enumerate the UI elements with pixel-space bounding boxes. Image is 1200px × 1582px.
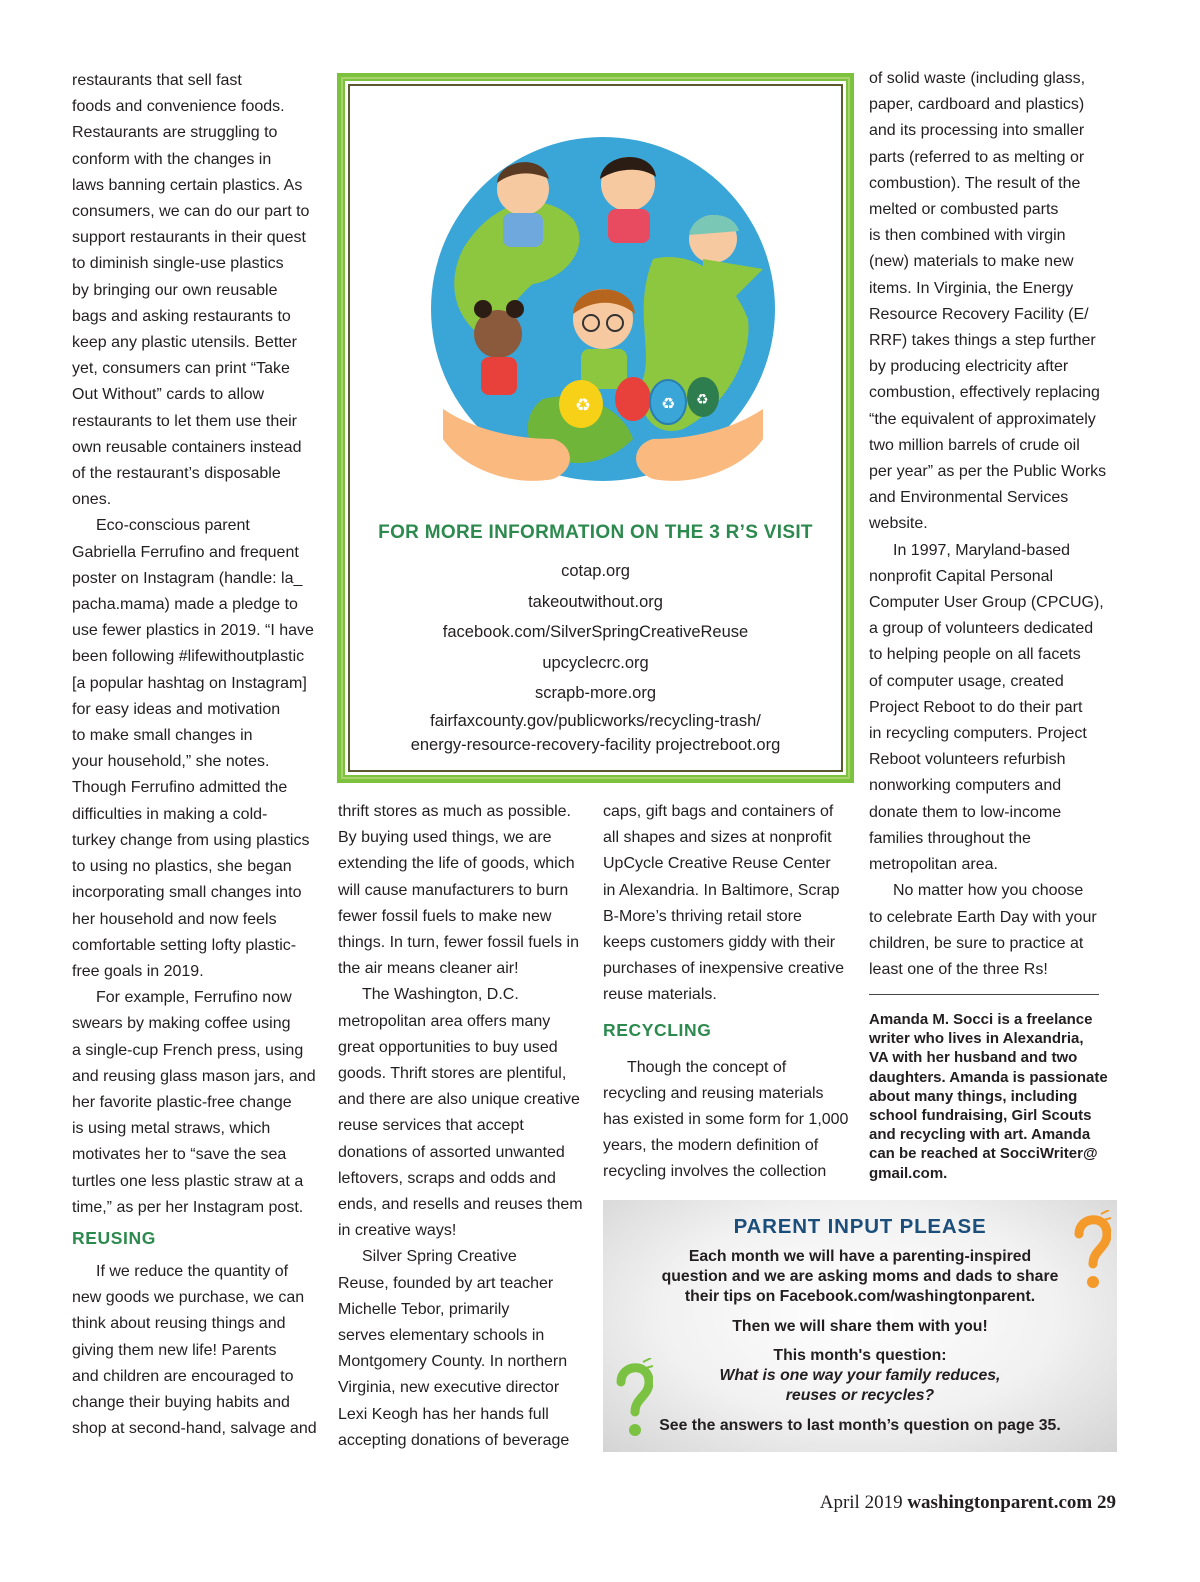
issue-date: April 2019 bbox=[819, 1492, 903, 1513]
kid-body bbox=[481, 357, 517, 395]
kid-glasses bbox=[583, 315, 599, 331]
author-bio bbox=[869, 1010, 1119, 1183]
text-line: think about reusing things and bbox=[72, 1315, 286, 1333]
text-line: No matter how you choose bbox=[893, 882, 1084, 900]
text-line: serves elementary schools in bbox=[338, 1327, 545, 1345]
kid-glasses bbox=[607, 315, 623, 331]
kid-hair-bun bbox=[506, 300, 524, 318]
text-line: has existed in some form for 1,000 bbox=[603, 1111, 849, 1129]
text-line: been following #lifewithoutplastic bbox=[72, 648, 305, 666]
info-link-facebook[interactable]: facebook.com/SilverSpringCreativeReuse bbox=[442, 623, 749, 641]
text-line: motivates her to “save the sea bbox=[72, 1146, 287, 1164]
text-line: Lexi Keogh has her hands full bbox=[338, 1405, 549, 1423]
info-link-projectreboot[interactable]: energy-resource-recovery-facility projectreboot.org bbox=[410, 735, 781, 754]
text-line: nonworking computers and bbox=[869, 777, 1062, 795]
text-line: of the restaurant’s disposable bbox=[72, 465, 281, 483]
bio-line: VA with her husband and two bbox=[869, 1049, 1078, 1067]
text-line: donations of assorted unwanted bbox=[338, 1143, 565, 1161]
kid-hair-bun bbox=[474, 300, 492, 318]
text-line: to diminish single-use plastics bbox=[72, 255, 284, 273]
text-line: Though Ferrufino admitted the bbox=[72, 779, 288, 797]
kid-hair bbox=[573, 289, 635, 314]
text-line: paper, cardboard and plastics) bbox=[869, 96, 1085, 114]
text-line: and children are encouraged to bbox=[72, 1367, 294, 1385]
text-line: by producing electricity after bbox=[869, 358, 1069, 376]
text-line: her favorite plastic-free change bbox=[72, 1093, 292, 1111]
question-label: This month's question: bbox=[773, 1347, 947, 1364]
text-line: and reusing glass mason jars, and bbox=[72, 1067, 316, 1085]
info-link-fairfaxcounty[interactable]: fairfaxcounty.gov/publicworks/recycling-trash/ bbox=[430, 711, 761, 730]
text-line: (new) materials to make new bbox=[869, 253, 1074, 271]
page-number: 29 bbox=[1097, 1492, 1116, 1513]
continent bbox=[454, 202, 579, 330]
kid-head bbox=[689, 215, 737, 263]
bio-line: daughters. Amanda is passionate bbox=[869, 1068, 1108, 1086]
info-link-upcyclecrc[interactable]: upcyclecrc.org bbox=[542, 653, 649, 672]
kid-body bbox=[608, 209, 650, 243]
text-line: Restaurants are struggling to bbox=[72, 124, 278, 142]
question-text: What is one way your family reduces, bbox=[719, 1367, 1001, 1384]
parent-intro-line: Each month we will have a parenting-inspired bbox=[688, 1248, 1032, 1265]
text-line: Silver Spring Creative bbox=[362, 1248, 517, 1266]
text-line: a single-cup French press, using bbox=[72, 1041, 304, 1059]
bio-line: can be reached at SocciWriter@ bbox=[869, 1145, 1098, 1163]
bio-divider bbox=[869, 994, 1099, 995]
text-line: per year” as per the Public Works bbox=[869, 463, 1107, 481]
text-line: Resource Recovery Facility (E/ bbox=[869, 305, 1089, 323]
text-line: Eco-conscious parent bbox=[96, 517, 250, 535]
recycle-bag bbox=[687, 377, 719, 417]
text-line: Gabriella Ferrufino and frequent bbox=[72, 543, 299, 561]
recycle-bag bbox=[559, 380, 603, 428]
text-line: all shapes and sizes at nonprofit bbox=[603, 829, 832, 847]
text-line: support restaurants in their quest bbox=[72, 229, 306, 247]
text-line: to using no plastics, she began bbox=[72, 858, 292, 876]
text-line: For example, Ferrufino now bbox=[96, 989, 292, 1007]
text-line: things. In turn, fewer fossil fuels in bbox=[338, 934, 579, 952]
text-line: consumers, we can do our part to bbox=[72, 203, 310, 221]
kid-hair bbox=[600, 157, 656, 179]
text-line: a group of volunteers dedicated bbox=[869, 620, 1094, 638]
kid-hair bbox=[497, 162, 549, 183]
kid-head bbox=[497, 163, 549, 215]
recycle-symbol: ♻ bbox=[575, 395, 592, 416]
text-line: to make small changes in bbox=[72, 727, 253, 745]
left-hand bbox=[443, 409, 570, 481]
text-line: Project Reboot to do their part bbox=[869, 698, 1083, 716]
text-line: Montgomery County. In northern bbox=[338, 1353, 568, 1371]
text-line: donate them to low-income bbox=[869, 803, 1062, 821]
text-line: turtles one less plastic straw at a bbox=[72, 1172, 304, 1190]
globe bbox=[431, 137, 775, 481]
col1-text-b bbox=[72, 1259, 332, 1442]
article-column-1 bbox=[72, 68, 332, 1442]
text-line: melted or combusted parts bbox=[869, 201, 1059, 219]
text-line: great opportunities to buy used bbox=[338, 1038, 558, 1056]
bio-line: gmail.com. bbox=[869, 1164, 948, 1182]
text-line: to celebrate Earth Day with your bbox=[869, 908, 1097, 926]
text-line: of solid waste (including glass, bbox=[869, 70, 1086, 87]
text-line: comfortable setting lofty plastic- bbox=[72, 936, 297, 954]
parent-input-title: PARENT INPUT PLEASE bbox=[733, 1215, 987, 1238]
text-line: caps, gift bags and containers of bbox=[603, 803, 834, 820]
text-line: [a popular hashtag on Instagram] bbox=[72, 674, 307, 692]
recycle-bag bbox=[615, 377, 651, 421]
earth-kids-illustration bbox=[403, 109, 803, 489]
text-line: reuse services that accept bbox=[338, 1117, 524, 1135]
text-line: of computer usage, created bbox=[869, 672, 1064, 690]
text-line: for easy ideas and motivation bbox=[72, 700, 281, 718]
site-name[interactable]: washingtonparent.com bbox=[907, 1492, 1093, 1513]
info-link-takeoutwithout[interactable]: takeoutwithout.org bbox=[528, 592, 663, 611]
text-line: recycling involves the collection bbox=[603, 1163, 827, 1181]
kid-body bbox=[503, 213, 543, 247]
text-line: By buying used things, we are bbox=[338, 829, 552, 847]
bio-line: writer who lives in Alexandria, bbox=[869, 1030, 1084, 1048]
text-line: use fewer plastics in 2019. “I have bbox=[72, 622, 314, 640]
text-line: time,” as per her Instagram post. bbox=[72, 1198, 304, 1216]
text-line: Virginia, new executive director bbox=[338, 1379, 560, 1397]
text-line: and its processing into smaller bbox=[869, 122, 1085, 140]
info-links bbox=[345, 556, 846, 757]
text-line: own reusable containers instead bbox=[72, 438, 302, 456]
info-link-cotap[interactable]: cotap.org bbox=[561, 562, 630, 580]
kid-cape bbox=[703, 259, 763, 299]
text-line: least one of the three Rs! bbox=[869, 960, 1048, 978]
kid-body bbox=[581, 349, 627, 389]
text-line: conform with the changes in bbox=[72, 150, 272, 168]
text-line: giving them new life! Parents bbox=[72, 1341, 277, 1359]
page-footer bbox=[820, 1492, 1116, 1514]
text-line: Though the concept of bbox=[627, 1058, 787, 1076]
text-line: leftovers, scraps and odds and bbox=[338, 1169, 556, 1187]
text-line: by bringing our own reusable bbox=[72, 281, 278, 299]
text-line: new goods we purchase, we can bbox=[72, 1289, 305, 1307]
text-line: fewer fossil fuels to make new bbox=[338, 907, 552, 925]
parent-intro-line: their tips on Facebook.com/washingtonparent. bbox=[684, 1288, 1036, 1305]
text-line: combustion). The result of the bbox=[869, 174, 1081, 192]
text-line: If we reduce the quantity of bbox=[96, 1262, 289, 1280]
text-line: families throughout the bbox=[869, 829, 1031, 847]
text-line: goods. Thrift stores are plentiful, bbox=[338, 1065, 567, 1083]
text-line: accepting donations of beverage bbox=[338, 1431, 570, 1449]
info-link-scrapb-more[interactable]: scrapb-more.org bbox=[534, 684, 657, 702]
info-heading: FOR MORE INFORMATION ON THE 3 R’S VISIT bbox=[378, 522, 813, 543]
section-heading-recycling: RECYCLING bbox=[603, 1019, 712, 1040]
text-line: combustion, effectively replacing bbox=[869, 384, 1100, 402]
text-line: change their buying habits and bbox=[72, 1393, 290, 1411]
text-line: extending the life of goods, which bbox=[338, 855, 575, 873]
continent bbox=[640, 257, 748, 431]
text-line: free goals in 2019. bbox=[72, 962, 204, 980]
text-line: Reuse, founded by art teacher bbox=[338, 1274, 554, 1292]
text-line: thrift stores as much as possible. bbox=[338, 803, 571, 820]
text-line: the air means cleaner air! bbox=[338, 960, 519, 978]
text-line: purchases of inexpensive creative bbox=[603, 960, 845, 978]
text-line: pacha.mama) made a pledge to bbox=[72, 596, 298, 614]
answers-note: See the answers to last month’s question on page 35. bbox=[659, 1417, 1061, 1434]
text-line: laws banning certain plastics. As bbox=[72, 176, 303, 194]
text-line: in Alexandria. In Baltimore, Scrap bbox=[603, 881, 840, 899]
text-line: bags and asking restaurants to bbox=[72, 307, 291, 325]
text-line: nonprofit Capital Personal bbox=[869, 567, 1054, 585]
text-line: Computer User Group (CPCUG), bbox=[869, 594, 1104, 612]
text-line: “the equivalent of approximately bbox=[869, 410, 1096, 428]
text-line: incorporating small changes into bbox=[72, 884, 302, 902]
text-line: children, be sure to practice at bbox=[869, 934, 1084, 952]
text-line: your household,” she notes. bbox=[72, 753, 270, 771]
parent-intro-line: question and we are asking moms and dads to share bbox=[661, 1268, 1059, 1285]
text-line: years, the modern definition of bbox=[603, 1137, 819, 1155]
text-line: metropolitan area. bbox=[869, 856, 998, 874]
recycle-symbol: ♻ bbox=[696, 392, 709, 408]
article-column-4 bbox=[869, 66, 1119, 983]
text-line: Michelle Tebor, primarily bbox=[338, 1300, 510, 1318]
kid-head bbox=[573, 289, 633, 349]
text-line: restaurants that sell fast bbox=[72, 72, 242, 89]
text-line: keeps customers giddy with their bbox=[603, 934, 836, 952]
kid-hat bbox=[689, 215, 739, 235]
text-line: recycling and reusing materials bbox=[603, 1084, 824, 1102]
text-line: items. In Virginia, the Energy bbox=[869, 279, 1074, 297]
text-line: turkey change from using plastics bbox=[72, 831, 310, 849]
continent bbox=[528, 396, 633, 463]
text-line: B-More’s thriving retail store bbox=[603, 907, 802, 925]
text-line: poster on Instagram (handle: la_ bbox=[72, 569, 303, 587]
text-line: website. bbox=[869, 515, 928, 533]
text-line: ends, and resells and reuses them bbox=[338, 1196, 583, 1214]
question-text: reuses or recycles? bbox=[785, 1387, 935, 1404]
parent-input-box bbox=[603, 1200, 1117, 1452]
col1-text-a bbox=[72, 68, 332, 1221]
text-line: The Washington, D.C. bbox=[362, 986, 519, 1004]
question-mark-orange-icon bbox=[1071, 1210, 1111, 1292]
text-line: UpCycle Creative Reuse Center bbox=[603, 855, 831, 873]
text-line: will cause manufacturers to burn bbox=[338, 881, 569, 899]
recycle-bag bbox=[650, 380, 686, 424]
text-line: yet, consumers can print “Take bbox=[72, 360, 290, 378]
text-line: in creative ways! bbox=[338, 1222, 457, 1240]
text-line: difficulties in making a cold- bbox=[72, 805, 268, 823]
text-line: and there are also unique creative bbox=[338, 1091, 580, 1109]
text-line: reuse materials. bbox=[603, 986, 717, 1004]
text-line: metropolitan area offers many bbox=[338, 1012, 551, 1030]
text-line: two million barrels of crude oil bbox=[869, 436, 1080, 454]
bio-line: Amanda M. Socci is a freelance bbox=[869, 1011, 1093, 1028]
text-line: parts (referred to as melting or bbox=[869, 148, 1085, 166]
section-heading-reusing: REUSING bbox=[72, 1227, 156, 1248]
text-line: shop at second-hand, salvage and bbox=[72, 1420, 317, 1438]
text-line: and Environmental Services bbox=[869, 489, 1069, 507]
article-column-2 bbox=[338, 799, 596, 1454]
text-line: Reboot volunteers refurbish bbox=[869, 751, 1066, 769]
text-line: RRF) takes things a step further bbox=[869, 332, 1096, 350]
bio-line: and recycling with art. Amanda bbox=[869, 1126, 1091, 1144]
text-line: her household and now feels bbox=[72, 910, 277, 928]
text-line: is using metal straws, which bbox=[72, 1120, 271, 1138]
info-box bbox=[337, 73, 854, 783]
right-hand bbox=[636, 409, 763, 481]
text-line: in recycling computers. Project bbox=[869, 725, 1087, 743]
bio-line: school fundraising, Girl Scouts bbox=[869, 1107, 1092, 1125]
text-line: to helping people on all facets bbox=[869, 646, 1081, 664]
text-line: foods and convenience foods. bbox=[72, 98, 285, 116]
text-line: Out Without” cards to allow bbox=[72, 386, 265, 404]
article-column-3 bbox=[603, 799, 858, 1186]
recycle-symbol: ♻ bbox=[661, 394, 676, 413]
kid-head bbox=[601, 157, 655, 211]
text-line: restaurants to let them use their bbox=[72, 412, 297, 430]
text-line: keep any plastic utensils. Better bbox=[72, 334, 298, 352]
text-line: ones. bbox=[72, 491, 112, 509]
question-mark-green-icon bbox=[613, 1358, 653, 1440]
text-line: In 1997, Maryland-based bbox=[893, 541, 1070, 559]
bio-line: about many things, including bbox=[869, 1087, 1078, 1105]
parent-share-line: Then we will share them with you! bbox=[732, 1318, 988, 1335]
kid-head bbox=[474, 310, 522, 358]
text-line: is then combined with virgin bbox=[869, 227, 1066, 245]
text-line: swears by making coffee using bbox=[72, 1015, 291, 1033]
